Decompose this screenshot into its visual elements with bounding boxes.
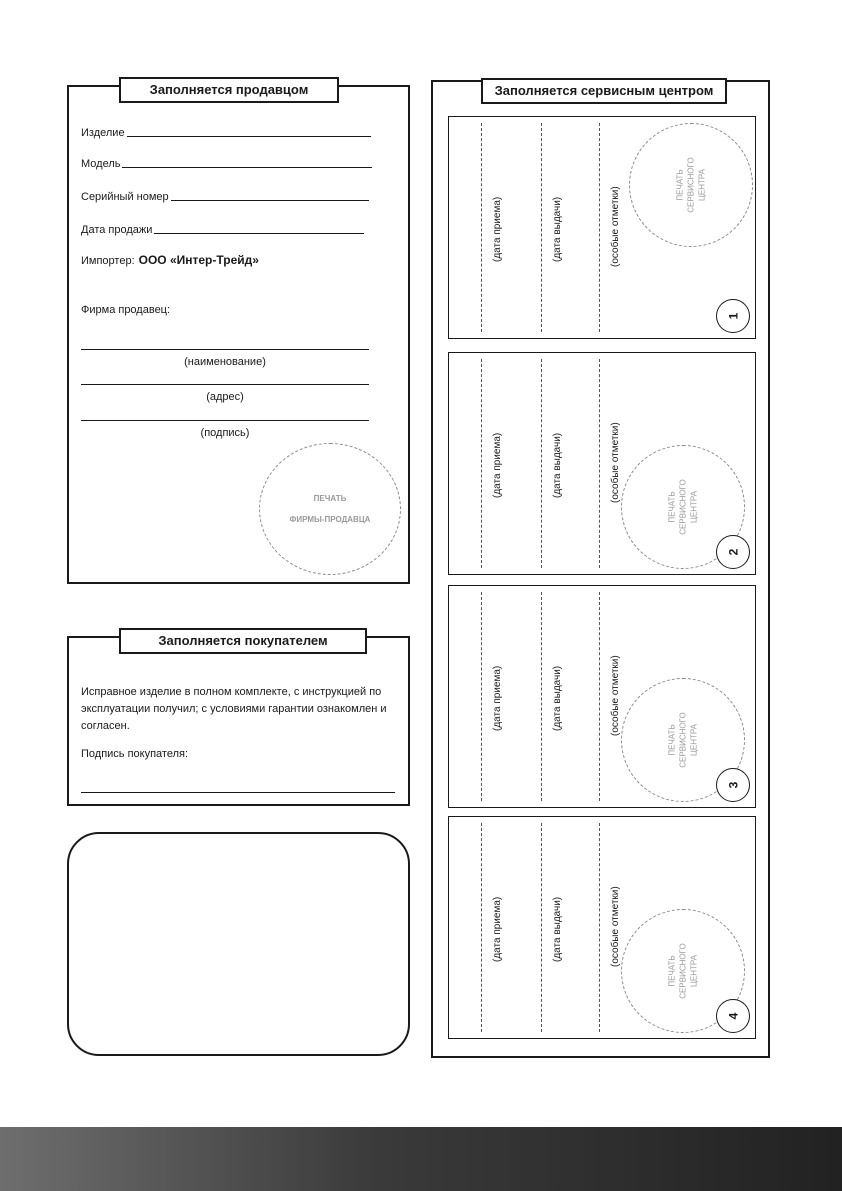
- date-line-notes[interactable]: [599, 359, 600, 568]
- product-field[interactable]: [81, 127, 371, 139]
- sale-date-field[interactable]: [81, 224, 364, 236]
- card-number: 3: [726, 781, 740, 789]
- firm-field: [81, 304, 170, 316]
- model-input-line[interactable]: [122, 167, 372, 168]
- label-notes: (особые отметки): [610, 422, 621, 503]
- seller-stamp-line2: ФИРМЫ-ПРОДАВЦА: [289, 515, 371, 524]
- service-stamp-line3: ЦЕНТРА: [689, 490, 699, 524]
- date-line-notes[interactable]: [599, 823, 600, 1032]
- buyer-signature-line[interactable]: [81, 792, 395, 793]
- footer-bar: [0, 1127, 842, 1191]
- label-notes: (особые отметки): [610, 186, 621, 267]
- serial-label: Серийный номер: [81, 191, 169, 203]
- service-stamp-line3: ЦЕНТРА: [689, 954, 699, 988]
- date-line-issued[interactable]: [541, 359, 542, 568]
- card-number-badge: [716, 768, 750, 802]
- importer-label: Импортер:: [81, 255, 135, 267]
- seller-panel: [67, 82, 410, 584]
- seller-stamp-circle: [259, 443, 401, 575]
- product-input-line[interactable]: [127, 136, 371, 137]
- date-line-notes[interactable]: [599, 592, 600, 801]
- service-stamp-line3: ЦЕНТРА: [689, 723, 699, 757]
- service-stamp-line2: СЕРВИСНОГО: [678, 712, 688, 768]
- service-card: [448, 585, 756, 808]
- label-issued: (дата выдачи): [552, 665, 563, 731]
- buyer-statement: Исправное изделие в полном комплекте, с инструкцией по эксплуатации получил; с условиями гарантии ознакомлен и согласен.: [81, 686, 387, 732]
- service-stamp-circle: [629, 123, 753, 247]
- serial-input-line[interactable]: [171, 200, 369, 201]
- date-line-received[interactable]: [481, 823, 482, 1032]
- service-card: [448, 352, 756, 575]
- notes-box[interactable]: [67, 832, 410, 1056]
- date-line-received[interactable]: [481, 123, 482, 332]
- importer-field: [81, 253, 259, 267]
- sale-date-label: Дата продажи: [81, 224, 153, 236]
- date-line-issued[interactable]: [541, 123, 542, 332]
- service-stamp-line2: СЕРВИСНОГО: [678, 479, 688, 535]
- firm-name-line[interactable]: [81, 349, 369, 350]
- buyer-panel: [67, 633, 410, 806]
- label-received: (дата приема): [492, 665, 503, 731]
- card-number-badge: [716, 535, 750, 569]
- service-stamp-line1: ПЕЧАТЬ: [667, 724, 677, 756]
- service-panel-title: Заполняется сервисным центром: [481, 78, 727, 104]
- service-stamp-line1: ПЕЧАТЬ: [667, 955, 677, 987]
- service-stamp-line2: СЕРВИСНОГО: [686, 157, 696, 213]
- label-received: (дата приема): [492, 896, 503, 962]
- service-stamp-line1: ПЕЧАТЬ: [667, 491, 677, 523]
- buyer-panel-title: Заполняется покупателем: [119, 628, 367, 654]
- date-line-received[interactable]: [481, 592, 482, 801]
- firm-address-caption: (адрес): [206, 391, 244, 403]
- service-card: [448, 816, 756, 1039]
- card-number: 1: [726, 312, 740, 320]
- service-card: [448, 116, 756, 339]
- serial-field[interactable]: [81, 191, 369, 203]
- seller-stamp-line1: ПЕЧАТЬ: [313, 494, 347, 503]
- firm-name-caption: (наименование): [184, 356, 266, 368]
- product-label: Изделие: [81, 127, 125, 139]
- service-stamp-line2: СЕРВИСНОГО: [678, 943, 688, 999]
- label-notes: (особые отметки): [610, 655, 621, 736]
- date-line-issued[interactable]: [541, 592, 542, 801]
- service-center-panel: [431, 80, 770, 1058]
- label-issued: (дата выдачи): [552, 196, 563, 262]
- firm-label: Фирма продавец:: [81, 304, 171, 316]
- card-number: 4: [726, 1012, 740, 1020]
- buyer-signature-label: Подпись покупателя:: [81, 748, 189, 760]
- date-line-received[interactable]: [481, 359, 482, 568]
- firm-address-line[interactable]: [81, 384, 369, 385]
- model-field[interactable]: [81, 158, 372, 170]
- card-number-badge: [716, 999, 750, 1033]
- service-stamp-line3: ЦЕНТРА: [697, 168, 707, 202]
- model-label: Модель: [81, 158, 121, 170]
- seller-panel-title: Заполняется продавцом: [119, 77, 339, 103]
- label-received: (дата приема): [492, 196, 503, 262]
- label-received: (дата приема): [492, 432, 503, 498]
- card-number: 2: [726, 548, 740, 556]
- importer-value: ООО «Интер-Трейд»: [138, 253, 259, 267]
- label-notes: (особые отметки): [610, 886, 621, 967]
- label-issued: (дата выдачи): [552, 432, 563, 498]
- service-stamp-line1: ПЕЧАТЬ: [675, 169, 685, 201]
- seller-signature-caption: (подпись): [200, 427, 250, 439]
- sale-date-input-line[interactable]: [154, 233, 364, 234]
- label-issued: (дата выдачи): [552, 896, 563, 962]
- date-line-issued[interactable]: [541, 823, 542, 1032]
- date-line-notes[interactable]: [599, 123, 600, 332]
- seller-signature-line[interactable]: [81, 420, 369, 421]
- card-number-badge: [716, 299, 750, 333]
